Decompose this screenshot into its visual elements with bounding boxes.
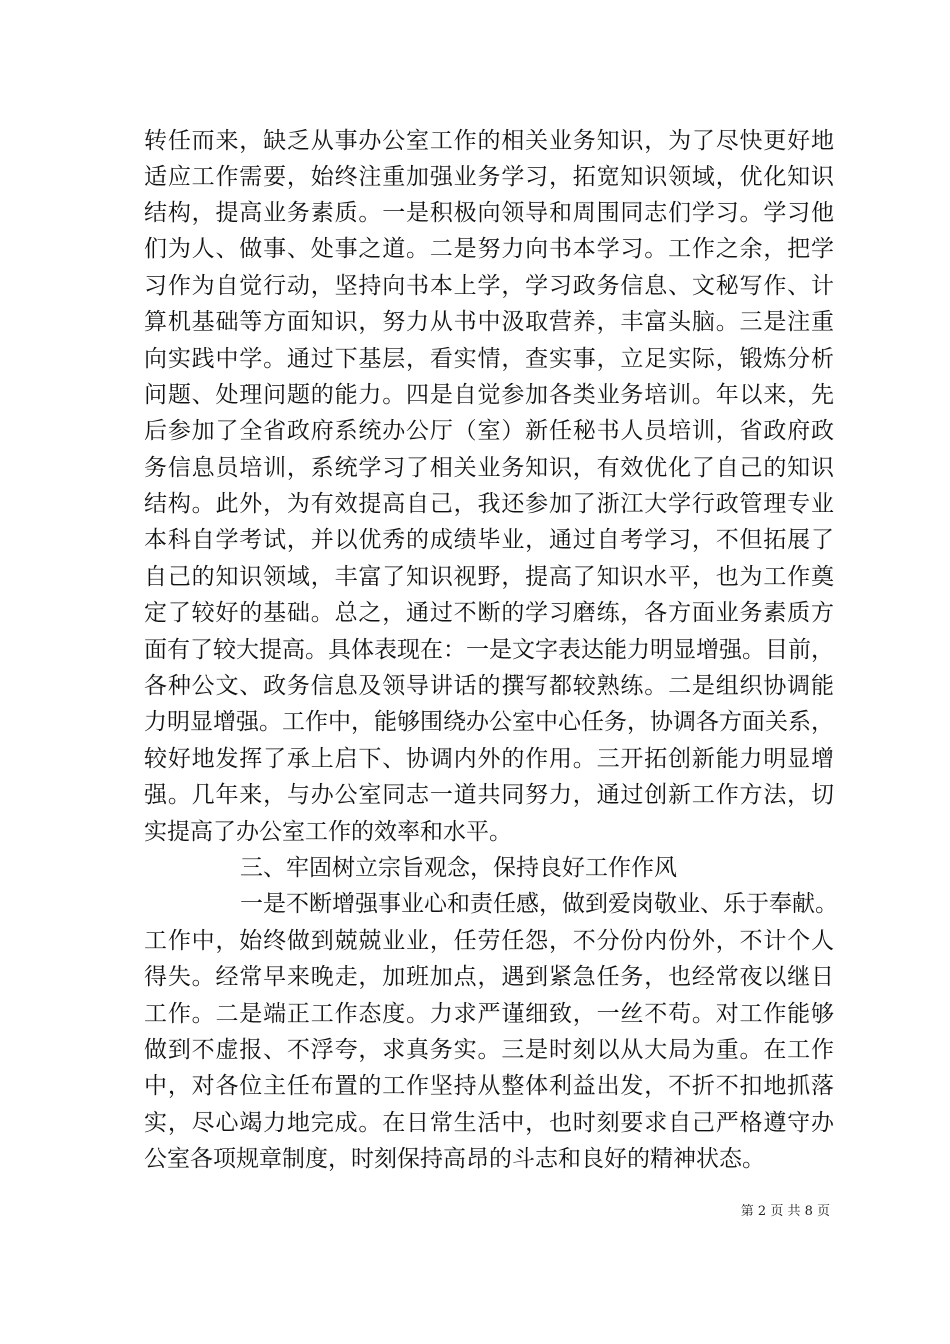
body-line: 后参加了全省政府系统办公厅（室）新任秘书人员培训，省政府政 [144, 418, 834, 444]
section-heading: 三、牢固树立宗旨观念，保持良好工作作风 [240, 855, 677, 881]
body-line: 结构。此外，为有效提高自己，我还参加了浙江大学行政管理专业 [144, 491, 834, 517]
body-line: 面有了较大提高。具体表现在：一是文字表达能力明显增强。目前， [144, 637, 834, 663]
body-line: 各种公文、政务信息及领导讲话的撰写都较熟练。二是组织协调能 [144, 673, 834, 699]
body-line: 适应工作需要，始终注重加强业务学习，拓宽知识领域，优化知识 [144, 164, 834, 190]
body-line: 实提高了办公室工作的效率和水平。 [144, 819, 512, 845]
body-line: 转任而来，缺乏从事办公室工作的相关业务知识，为了尽快更好地 [144, 128, 834, 154]
body-line: 力明显增强。工作中，能够围绕办公室中心任务，协调各方面关系， [144, 709, 834, 735]
section-line: 实，尽心竭力地完成。在日常生活中，也时刻要求自己严格遵守办 [144, 1110, 834, 1136]
section-line: 工作中，始终做到兢兢业业，任劳任怨，不分份内份外，不计个人 [144, 928, 834, 954]
body-line: 定了较好的基础。总之，通过不断的学习磨练，各方面业务素质方 [144, 600, 834, 626]
body-line: 向实践中学。通过下基层，看实情，查实事，立足实际，锻炼分析 [144, 346, 834, 372]
body-line: 务信息员培训，系统学习了相关业务知识，有效优化了自己的知识 [144, 455, 834, 481]
body-line: 们为人、做事、处事之道。二是努力向书本学习。工作之余，把学 [144, 236, 834, 262]
body-line: 问题、处理问题的能力。四是自觉参加各类业务培训。年以来，先 [144, 382, 834, 408]
body-line: 结构，提高业务素质。一是积极向领导和周围同志们学习。学习他 [144, 200, 834, 226]
body-line: 自己的知识领域，丰富了知识视野，提高了知识水平，也为工作奠 [144, 564, 834, 590]
section-line: 一是不断增强事业心和责任感，做到爱岗敬业、乐于奉献。 [240, 891, 838, 917]
section-line: 得失。经常早来晚走，加班加点，遇到紧急任务，也经常夜以继日 [144, 964, 834, 990]
body-line: 较好地发挥了承上启下、协调内外的作用。三开拓创新能力明显增 [144, 746, 834, 772]
body-line: 算机基础等方面知识，努力从书中汲取营养，丰富头脑。三是注重 [144, 309, 834, 335]
body-line: 本科自学考试，并以优秀的成绩毕业，通过自考学习，不但拓展了 [144, 527, 834, 553]
section-line: 工作。二是端正工作态度。力求严谨细致，一丝不苟。对工作能够 [144, 1001, 834, 1027]
section-line: 中，对各位主任布置的工作坚持从整体利益出发，不折不扣地抓落 [144, 1073, 834, 1099]
page-number: 第 2 页 共 8 页 [740, 1204, 830, 1219]
section-line: 做到不虚报、不浮夸，求真务实。三是时刻以从大局为重。在工作 [144, 1037, 834, 1063]
body-line: 强。几年来，与办公室同志一道共同努力，通过创新工作方法，切 [144, 782, 834, 808]
body-line: 习作为自觉行动，坚持向书本上学，学习政务信息、文秘写作、计 [144, 273, 834, 299]
section-line: 公室各项规章制度，时刻保持高昂的斗志和良好的精神状态。 [144, 1146, 765, 1172]
